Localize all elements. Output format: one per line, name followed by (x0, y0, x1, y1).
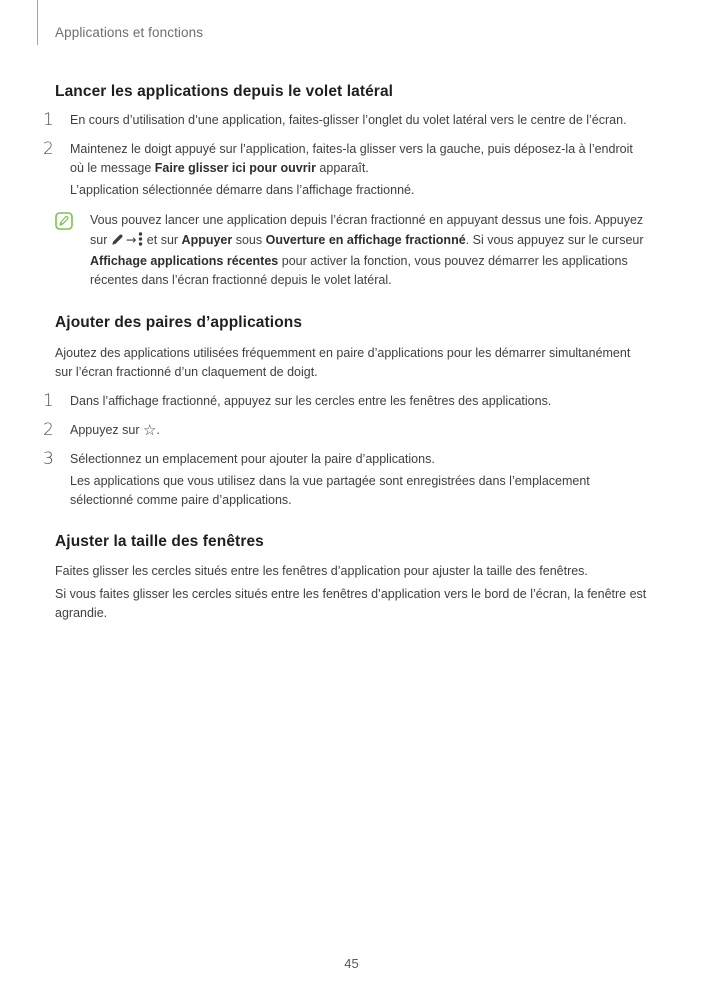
step-text-segment: apparaît. (315, 161, 369, 175)
step-text (70, 140, 649, 178)
page-number: 45 (344, 956, 359, 971)
note-text-segment: Vous pouvez lancer une application depuis l’écran fractionné en appuyant dessus une fois. Appuyez sur (90, 213, 644, 247)
note-text-segment: et sur (143, 233, 182, 247)
step-number: 3 (43, 449, 54, 469)
launch-steps (43, 110, 649, 200)
step-number: 2 (43, 139, 54, 159)
resize-paragraph-1: Faites glisser les cercles situés entre les fenêtres d’application pour ajuster la taille des fenêtres. (55, 564, 588, 578)
step-result-text: L’application sélectionnée démarre dans l’affichage fractionné. (70, 183, 415, 197)
pairs-step-3 (43, 450, 649, 510)
ui-label-show-recent-apps: Affichage applications récentes (90, 254, 279, 268)
step-number: 2 (43, 420, 54, 440)
note-text (90, 211, 649, 290)
running-header: Applications et fonctions (55, 25, 204, 40)
launch-step-2 (43, 140, 649, 200)
note-callout (55, 211, 649, 290)
step-number: 1 (43, 110, 54, 130)
note-text-segment: pour activer la fonction, vous pouvez démarrer les applications récentes dans l’écran fractionné depuis le volet latéral. (90, 254, 628, 287)
app-pairs-intro: Ajoutez des applications utilisées fréquemment en paire d’applications pour les démarrer simultanément sur l’écran fractionné d’un claquement de doigt. (55, 346, 631, 379)
note-text-segment: sous (232, 233, 266, 247)
note-icon (55, 211, 73, 290)
edit-pencil-icon (111, 233, 124, 252)
step-text: Sélectionnez un emplacement pour ajouter la paire d’applications. (70, 452, 435, 466)
step-number: 1 (43, 391, 54, 411)
ui-label-tap: Appuyer (181, 233, 233, 247)
step-text-segment: . (156, 423, 160, 437)
resize-paragraph-2: Si vous faites glisser les cercles situés entre les fenêtres d’application vers le bord de l’écran, la fenêtre est agrandie. (55, 587, 647, 620)
launch-step-1 (43, 111, 649, 130)
step-result-text: Les applications que vous utilisez dans la vue partagée sont enregistrées dans l’emplacement sélectionné comme paire d’applications. (70, 474, 590, 507)
step-text-segment: Appuyez sur (70, 423, 143, 437)
app-pairs-steps (43, 391, 649, 510)
arrow-right-glyph: → (125, 232, 137, 247)
step-text: En cours d’utilisation d’une application, faites-glisser l’onglet du volet latéral vers le centre de l’écran. (70, 113, 627, 127)
pairs-step-2 (43, 421, 649, 440)
star-icon: ☆ (142, 421, 157, 439)
note-text-segment: . Si vous appuyez sur le curseur (465, 233, 644, 247)
section-title-resize-windows: Ajuster la taille des fenêtres (55, 533, 264, 550)
step-text (70, 421, 649, 440)
section-title-launch-side-panel: Lancer les applications depuis le volet latéral (55, 83, 394, 100)
section-title-app-pairs: Ajouter des paires d’applications (55, 314, 303, 331)
step-text: Dans l’affichage fractionné, appuyez sur les cercles entre les fenêtres des applications. (70, 394, 552, 408)
page-content (43, 83, 649, 623)
ui-label-open-in-split-screen: Ouverture en affichage fractionné (265, 233, 466, 247)
pairs-step-1 (43, 392, 649, 411)
ui-label-drag-here-to-open: Faire glisser ici pour ouvrir (154, 161, 316, 175)
header-rule (37, 0, 38, 45)
step-text-segment: Maintenez le doigt appuyé sur l’application, faites-la glisser vers la gauche, puis déposez-la à l’endroit où le message (70, 142, 633, 175)
